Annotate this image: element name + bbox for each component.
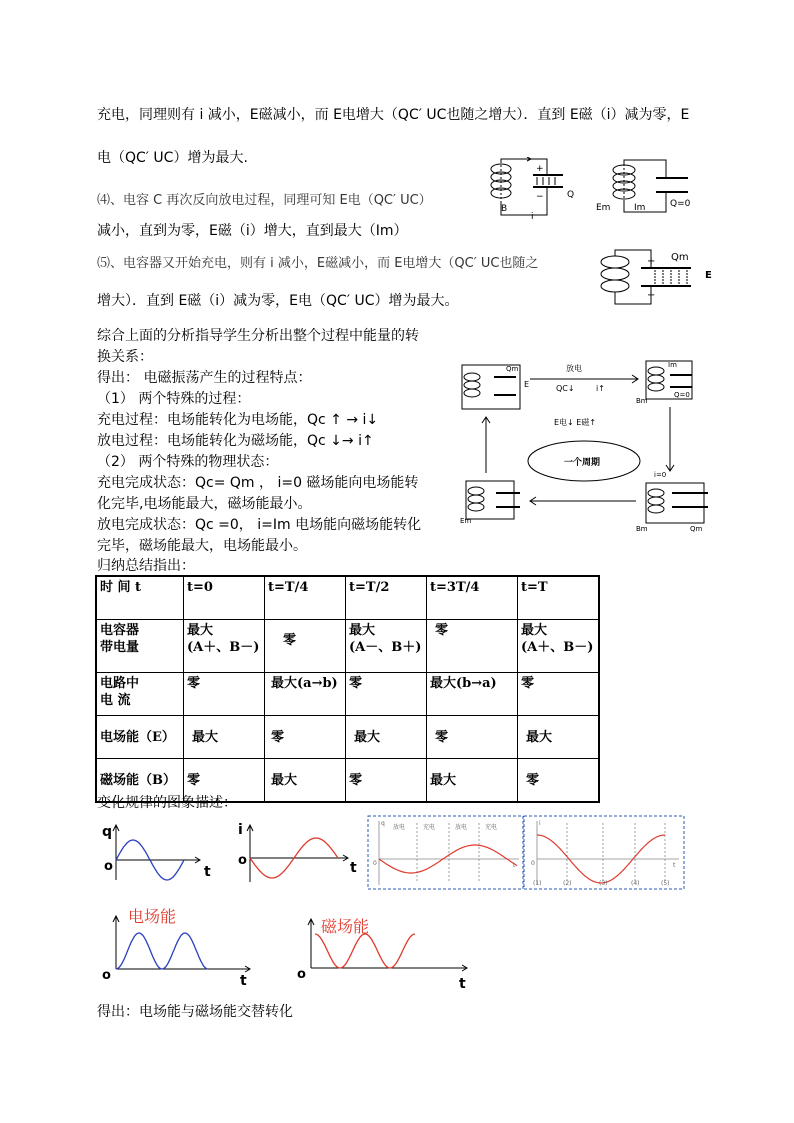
row-label: 电容器 带电量 <box>96 620 184 673</box>
plus-label: + <box>647 256 656 267</box>
table-cell: 最大 <box>265 759 346 803</box>
em-label: Em <box>460 517 472 525</box>
charging-process: 充电过程：电场能转化为电场能，Qc ↑ → i↓ <box>97 412 379 428</box>
segment-label: 充电 <box>423 824 436 831</box>
t-axis-label: t <box>350 860 357 876</box>
summary-line-1: 综合上面的分析指导学生分析出整个过程中能量的转 <box>97 328 419 344</box>
circuit-figure-charging <box>487 157 585 219</box>
origin-label: o <box>102 968 111 983</box>
discharging-process: 放电过程：电场能转化为磁场能，Qc ↓→ i↑ <box>97 433 374 449</box>
table-cell: 最大 (A＋、B－) <box>184 620 265 673</box>
current-graph <box>236 818 362 886</box>
segment-label: 放电 <box>393 824 406 831</box>
summary-line-3: 得出： 电磁振荡产生的过程特点： <box>97 370 312 386</box>
table-cell: 最大 <box>427 759 518 803</box>
text-line-3: ⑷、电容 C 再次反向放电过程，同理可知 E电（QC′ UC） <box>97 193 432 208</box>
charged-state: 充电完成状态：Qc= Qm ， i=0 磁场能向电场能转 <box>97 475 419 491</box>
header-cell: t=3T/4 <box>427 576 518 620</box>
row-label: 磁场能（B） <box>96 759 184 803</box>
table-header-row <box>96 576 599 620</box>
segment-label: 放电 <box>455 824 468 831</box>
magnetic-energy-curve <box>315 934 415 968</box>
summary-table <box>95 575 600 803</box>
i-axis-label: i <box>238 822 243 838</box>
table-cell: 零 <box>265 620 346 673</box>
i-label: i <box>531 212 534 219</box>
table-cell: 零 <box>346 759 427 803</box>
magnetic-energy-graph <box>295 912 475 994</box>
origin-label: o <box>104 859 113 874</box>
electric-energy-title: 电场能 <box>128 907 177 926</box>
header-cell: t=T/2 <box>346 576 427 620</box>
tick-label: (5) <box>661 880 670 887</box>
table-cell: 最大 (A－、B＋) <box>346 620 427 673</box>
origin-label: o <box>297 967 306 982</box>
table-cell: 最大(a→b) <box>265 673 346 716</box>
discharge-label: 放电 <box>566 364 582 373</box>
tick-label: (4) <box>631 880 640 887</box>
circuit-figure-charged <box>595 246 719 310</box>
em-label: Em <box>596 203 611 213</box>
i-label: i↑ <box>596 384 605 393</box>
table-cell: 零 <box>265 716 346 759</box>
im-label: Im <box>668 361 677 369</box>
e-label: E <box>524 380 530 389</box>
qm-label: Qm <box>506 365 519 373</box>
discharged-state: 放电完成状态：Qc =0， i=Im 电场能向磁场能转化 <box>97 517 422 533</box>
header-cell: t=T <box>518 576 600 620</box>
table-cell: 零 <box>184 673 265 716</box>
table-cell: 零 <box>518 759 600 803</box>
e-label: E <box>705 270 712 281</box>
table-cell: 最大 <box>184 716 265 759</box>
magnetic-energy-title: 磁场能 <box>321 917 370 936</box>
period-label: 一个周期 <box>564 458 601 468</box>
table-cell: 最大 <box>518 716 600 759</box>
segment-label: 充电 <box>485 824 498 831</box>
table-cell: 最大 <box>346 716 427 759</box>
summary-line-4: （1） 两个特殊的过程： <box>97 391 251 407</box>
table-row <box>96 620 599 673</box>
text-line-5: ⑸、电容器又开始充电，则有 i 减小，E磁减小，而 E电增大（QC′ UC也随之 <box>97 256 539 271</box>
q0-label: Q=0 <box>674 391 690 399</box>
q-label: Q <box>567 190 575 200</box>
table-cell: 零 <box>427 620 518 673</box>
text-line-2: 电（QC′ UC）增为最大. <box>97 150 248 166</box>
tick-label: (3) <box>599 880 608 887</box>
charged-state-2: 化完毕,电场能最大，磁场能最小。 <box>97 496 312 512</box>
qc-label: QC↓ <box>556 384 575 393</box>
final-conclusion: 得出：电场能与磁场能交替转化 <box>97 1004 293 1020</box>
qm-label: Qm <box>671 252 689 263</box>
table-cell: 零 <box>184 759 265 803</box>
row-label: 电场能（E） <box>96 716 184 759</box>
b-label: B <box>501 204 508 214</box>
qm2-label: Qm <box>690 525 703 533</box>
im-label: Im <box>634 203 646 213</box>
origin-label: 0 <box>373 860 377 867</box>
row-label: 电路中 电 流 <box>96 673 184 716</box>
origin-label: o <box>238 853 247 868</box>
i0-label: i=0 <box>654 471 667 479</box>
minus-label: − <box>536 192 544 202</box>
table-cell: 最大 (A＋、B－) <box>518 620 600 673</box>
t-axis-label: t <box>673 862 676 869</box>
header-cell: t=T/4 <box>265 576 346 620</box>
q-axis-label: q <box>381 820 385 827</box>
t-axis-label: t <box>459 976 466 992</box>
minus-label: − <box>647 290 656 301</box>
bm2-label: Bm <box>636 525 648 533</box>
plus-label: + <box>536 164 544 174</box>
table-cell: 零 <box>518 673 600 716</box>
q-axis-label: q <box>102 824 113 840</box>
t-axis-label: t <box>513 862 516 869</box>
t-axis-label: t <box>204 864 211 880</box>
text-line-4: 减小，直到为零，E磁（i）增大，直到最大（Im） <box>97 223 408 239</box>
energy-label: E电↓ E磁↑ <box>554 418 597 427</box>
header-cell: 时 间 t <box>96 576 184 620</box>
conclusion-heading: 归纳总结指出： <box>97 558 195 574</box>
detail-graphs <box>367 815 687 891</box>
table-cell: 零 <box>427 716 518 759</box>
tick-label: (1) <box>533 880 542 887</box>
charge-graph <box>100 822 218 884</box>
text-line-1: 充电，同理则有 i 减小，E磁减小，而 E电增大（QC′ UC也随之增大）．直到 E磁（i）减为零，E <box>97 107 690 123</box>
i-axis-label: i <box>539 820 541 827</box>
table-row <box>96 716 599 759</box>
summary-line-2: 换关系： <box>97 349 153 365</box>
electric-energy-graph <box>100 905 260 985</box>
table-row <box>96 673 599 716</box>
circuit-figure-discharged <box>594 158 698 218</box>
summary-line-7: （2） 两个特殊的物理状态： <box>97 454 279 470</box>
q0-label: Q=0 <box>670 199 691 209</box>
tick-label: (2) <box>563 880 572 887</box>
text-line-6: 增大）．直到 E磁（i）减为零，E电（QC′ UC）增为最大。 <box>97 293 459 309</box>
t-axis-label: t <box>240 973 247 985</box>
bm-label: Bm <box>636 397 648 405</box>
oscillation-cycle-diagram <box>458 355 714 533</box>
discharged-state-2: 完毕，磁场能最大，电场能最小。 <box>97 538 307 554</box>
origin-label: 0 <box>531 860 535 867</box>
graph-heading: 变化规律的图象描述： <box>97 795 237 811</box>
table-cell: 最大(b→a) <box>427 673 518 716</box>
electric-energy-curve <box>116 933 208 969</box>
header-cell: t=0 <box>184 576 265 620</box>
table-cell: 零 <box>346 673 427 716</box>
